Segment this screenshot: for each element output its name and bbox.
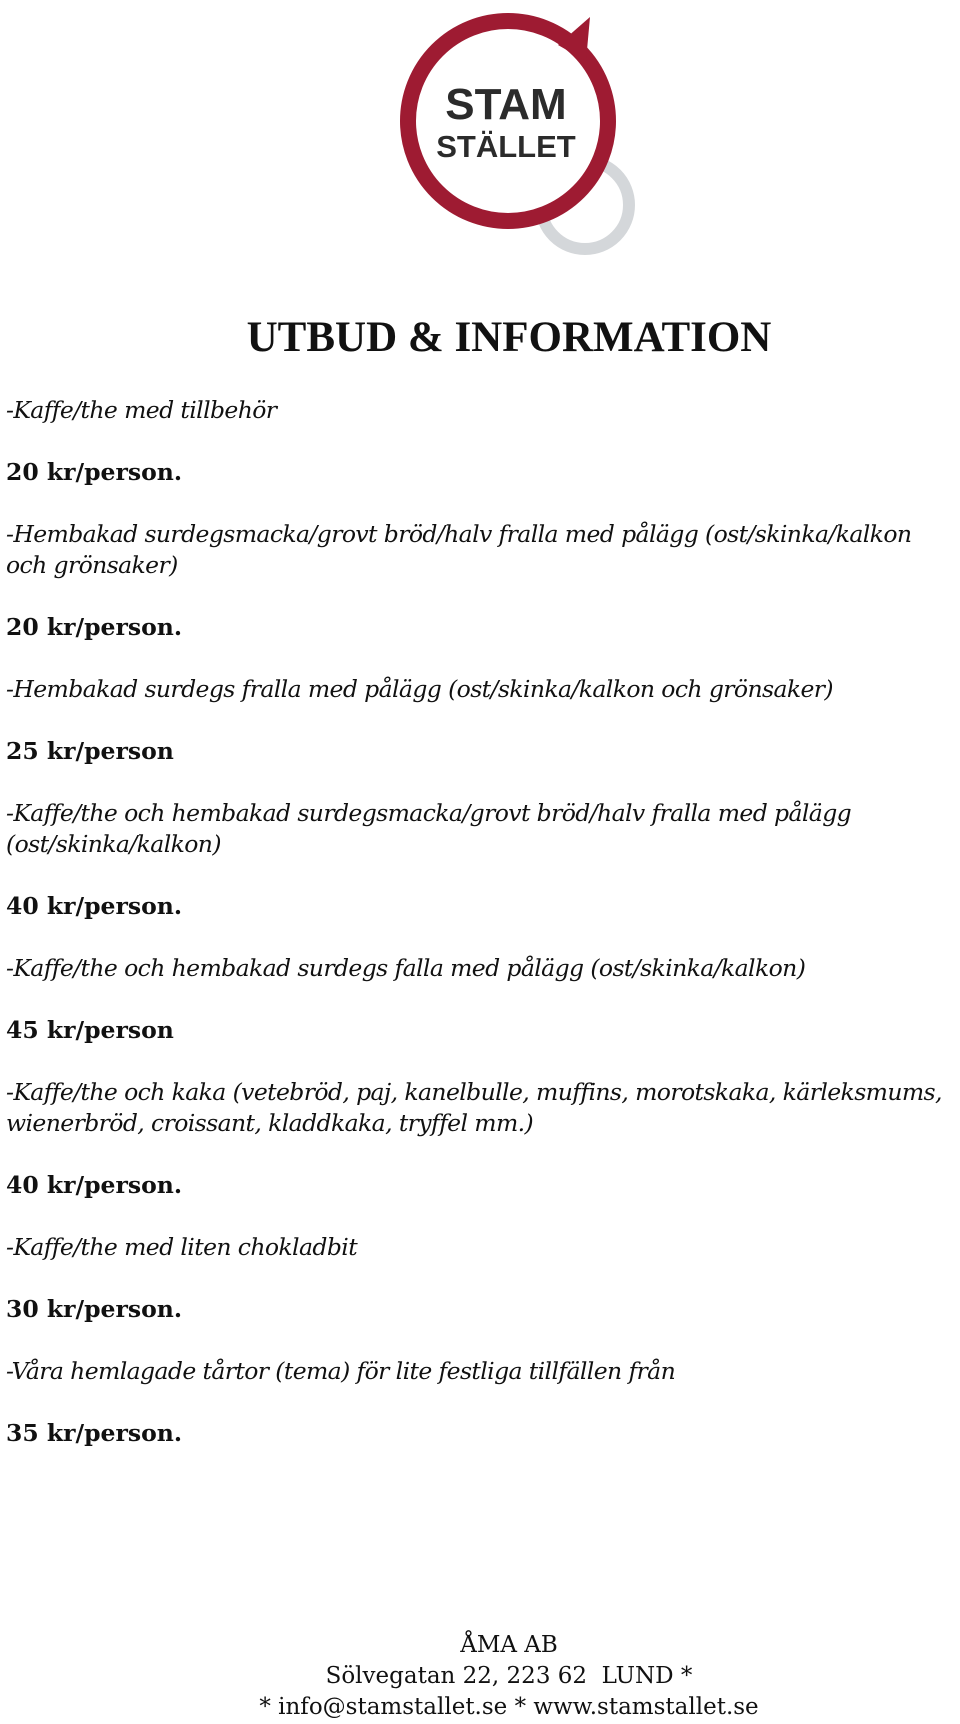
menu-item-price: 40 kr/person.: [6, 892, 183, 920]
menu-item-price: 45 kr/person: [6, 1016, 174, 1044]
menu-item: [6, 519, 956, 643]
footer-address: Sölvegatan 22, 223 62 LUND *: [325, 1663, 693, 1689]
page-title: UTBUD & INFORMATION: [246, 314, 772, 361]
stamstallet-logo: [390, 5, 650, 267]
logo-text-stam: STAM: [445, 80, 567, 129]
menu-list: [6, 395, 956, 1480]
menu-item-description: -Hembakad surdegs fralla med pålägg (ost/skinka/kalkon och grönsaker): [6, 675, 833, 703]
logo-graphic: [390, 5, 650, 267]
footer-contact: * info@stamstallet.se * www.stamstallet.se: [259, 1694, 759, 1720]
menu-item-description: -Hembakad surdegsmacka/grovt bröd/halv fralla med pålägg (ost/skinka/kalkon och grönsaker): [6, 520, 912, 579]
menu-item-description: -Kaffe/the och hembakad surdegs falla med pålägg (ost/skinka/kalkon): [6, 954, 806, 982]
menu-item: [6, 395, 956, 488]
menu-item: [6, 798, 956, 922]
logo-text-stallet: STÄLLET: [436, 129, 576, 164]
footer-company: ÅMA AB: [460, 1632, 558, 1658]
menu-item: [6, 953, 956, 1046]
menu-item-description: -Kaffe/the och hembakad surdegsmacka/grovt bröd/halv fralla med pålägg (ost/skinka/kalkon): [6, 799, 852, 858]
menu-item-price: 20 kr/person.: [6, 458, 183, 486]
menu-item-price: 40 kr/person.: [6, 1171, 183, 1199]
menu-item: [6, 1077, 956, 1201]
menu-item-price: 30 kr/person.: [6, 1295, 183, 1323]
menu-item: [6, 1356, 956, 1449]
menu-item-price: 35 kr/person.: [6, 1419, 183, 1447]
menu-item-description: -Våra hemlagade tårtor (tema) för lite festliga tillfällen från: [6, 1357, 676, 1385]
menu-item: [6, 1232, 956, 1325]
menu-item-description: -Kaffe/the med tillbehör: [6, 396, 277, 424]
menu-item-description: -Kaffe/the och kaka (vetebröd, paj, kanelbulle, muffins, morotskaka, kärleksmums, wienerbröd, croissant, kladdkaka, tryffel mm.): [6, 1078, 942, 1137]
menu-item-price: 25 kr/person: [6, 737, 174, 765]
menu-item-description: -Kaffe/the med liten chokladbit: [6, 1233, 358, 1261]
footer: [0, 1630, 960, 1723]
menu-item: [6, 674, 956, 767]
menu-item-price: 20 kr/person.: [6, 613, 183, 641]
